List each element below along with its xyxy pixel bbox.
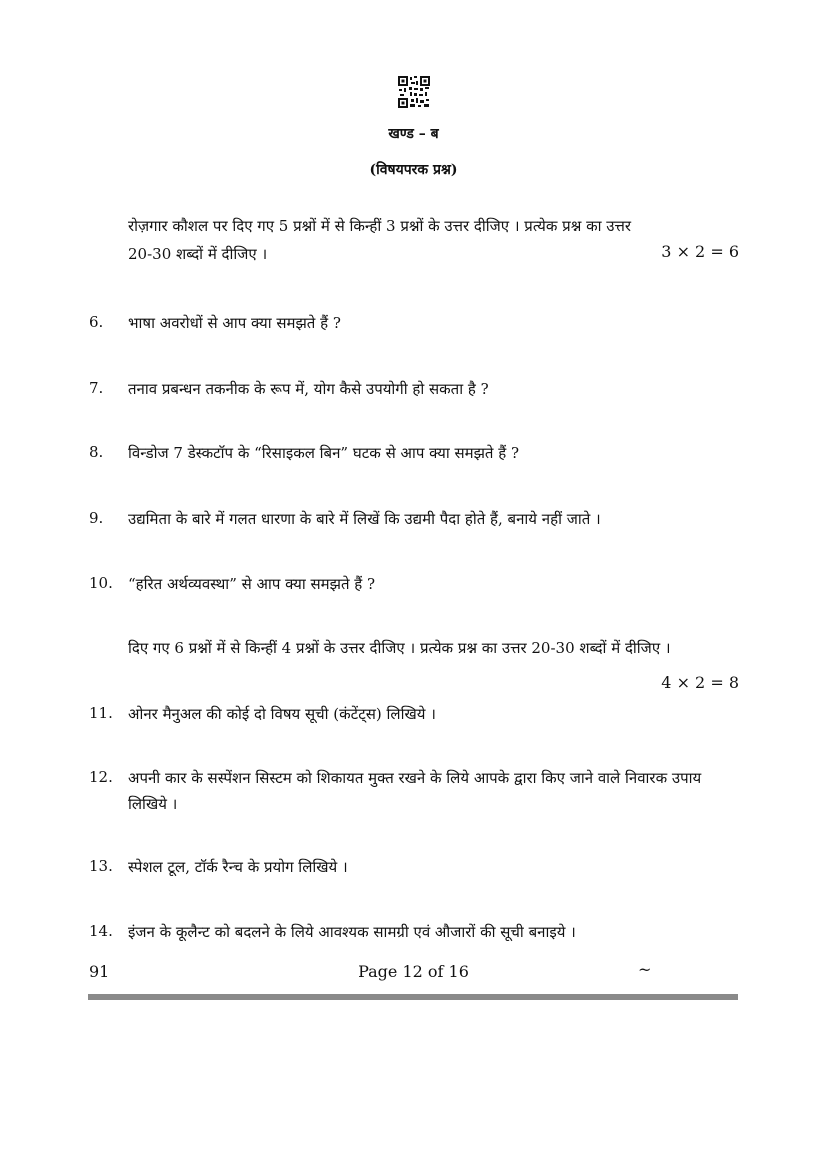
- question-text: विन्डोज 7 डेस्कटॉप के “रिसाइकल बिन” घटक से आप क्या समझते हैं ?: [128, 444, 520, 462]
- paper-code: 91: [89, 962, 110, 981]
- instruction-line: 20-30 शब्दों में दीजिए ।: [128, 245, 268, 263]
- question-number: 13.: [89, 857, 113, 875]
- question-text: इंजन के कूलैन्ट को बदलने के लिये आवश्यक सामग्री एवं औजारों की सूची बनाइये ।: [128, 923, 576, 941]
- question-text: ओनर मैनुअल की कोई दो विषय सूची (कंटेंट्स) लिखिये ।: [128, 705, 436, 723]
- question-number: 10.: [89, 574, 113, 592]
- section-subtitle: (विषयपरक प्रश्न): [369, 162, 458, 178]
- question-text: अपनी कार के सस्पेंशन सिस्टम को शिकायत मुक्त रखने के लिये आपके द्वारा किए जाने वाले निवारक उपाय लिखिये ।: [128, 769, 702, 813]
- question-number: 9.: [89, 509, 104, 527]
- question-number: 7.: [89, 379, 104, 397]
- question-text: तनाव प्रबन्धन तकनीक के रूप में, योग कैसे उपयोगी हो सकता है ?: [128, 380, 489, 398]
- question-number: 11.: [89, 704, 113, 722]
- question-text: “हरित अर्थव्यवस्था” से आप क्या समझते हैं ?: [128, 575, 376, 593]
- question-number: 12.: [89, 768, 113, 786]
- instruction-line: रोज़गार कौशल पर दिए गए 5 प्रश्नों में से किन्हीं 3 प्रश्नों के उत्तर दीजिए । प्रत्येक प्रश्न का उत्तर: [128, 217, 631, 235]
- page-number: Page 12 of 16: [358, 962, 469, 981]
- qr-code: [398, 76, 430, 108]
- footer-divider: [88, 994, 738, 1000]
- question-number: 6.: [89, 313, 104, 331]
- section-title: खण्ड – ब: [388, 126, 439, 142]
- instruction-line: दिए गए 6 प्रश्नों में से किन्हीं 4 प्रश्नों के उत्तर दीजिए । प्रत्येक प्रश्न का उत्तर 20-30 शब्दों में दीजिए ।: [128, 639, 671, 657]
- question-text: स्पेशल टूल, टॉर्क रैन्च के प्रयोग लिखिये ।: [128, 858, 348, 876]
- marks-allocation: 4 × 2 = 8: [661, 673, 739, 692]
- question-text: उद्यमिता के बारे में गलत धारणा के बारे में लिखें कि उद्यमी पैदा होते हैं, बनाये नहीं जाते ।: [128, 510, 601, 528]
- marks-allocation: 3 × 2 = 6: [661, 242, 739, 261]
- question-text: भाषा अवरोधों से आप क्या समझते हैं ?: [128, 314, 341, 332]
- question-number: 14.: [89, 922, 113, 940]
- question-number: 8.: [89, 443, 104, 461]
- footer-mark: ~: [638, 960, 652, 979]
